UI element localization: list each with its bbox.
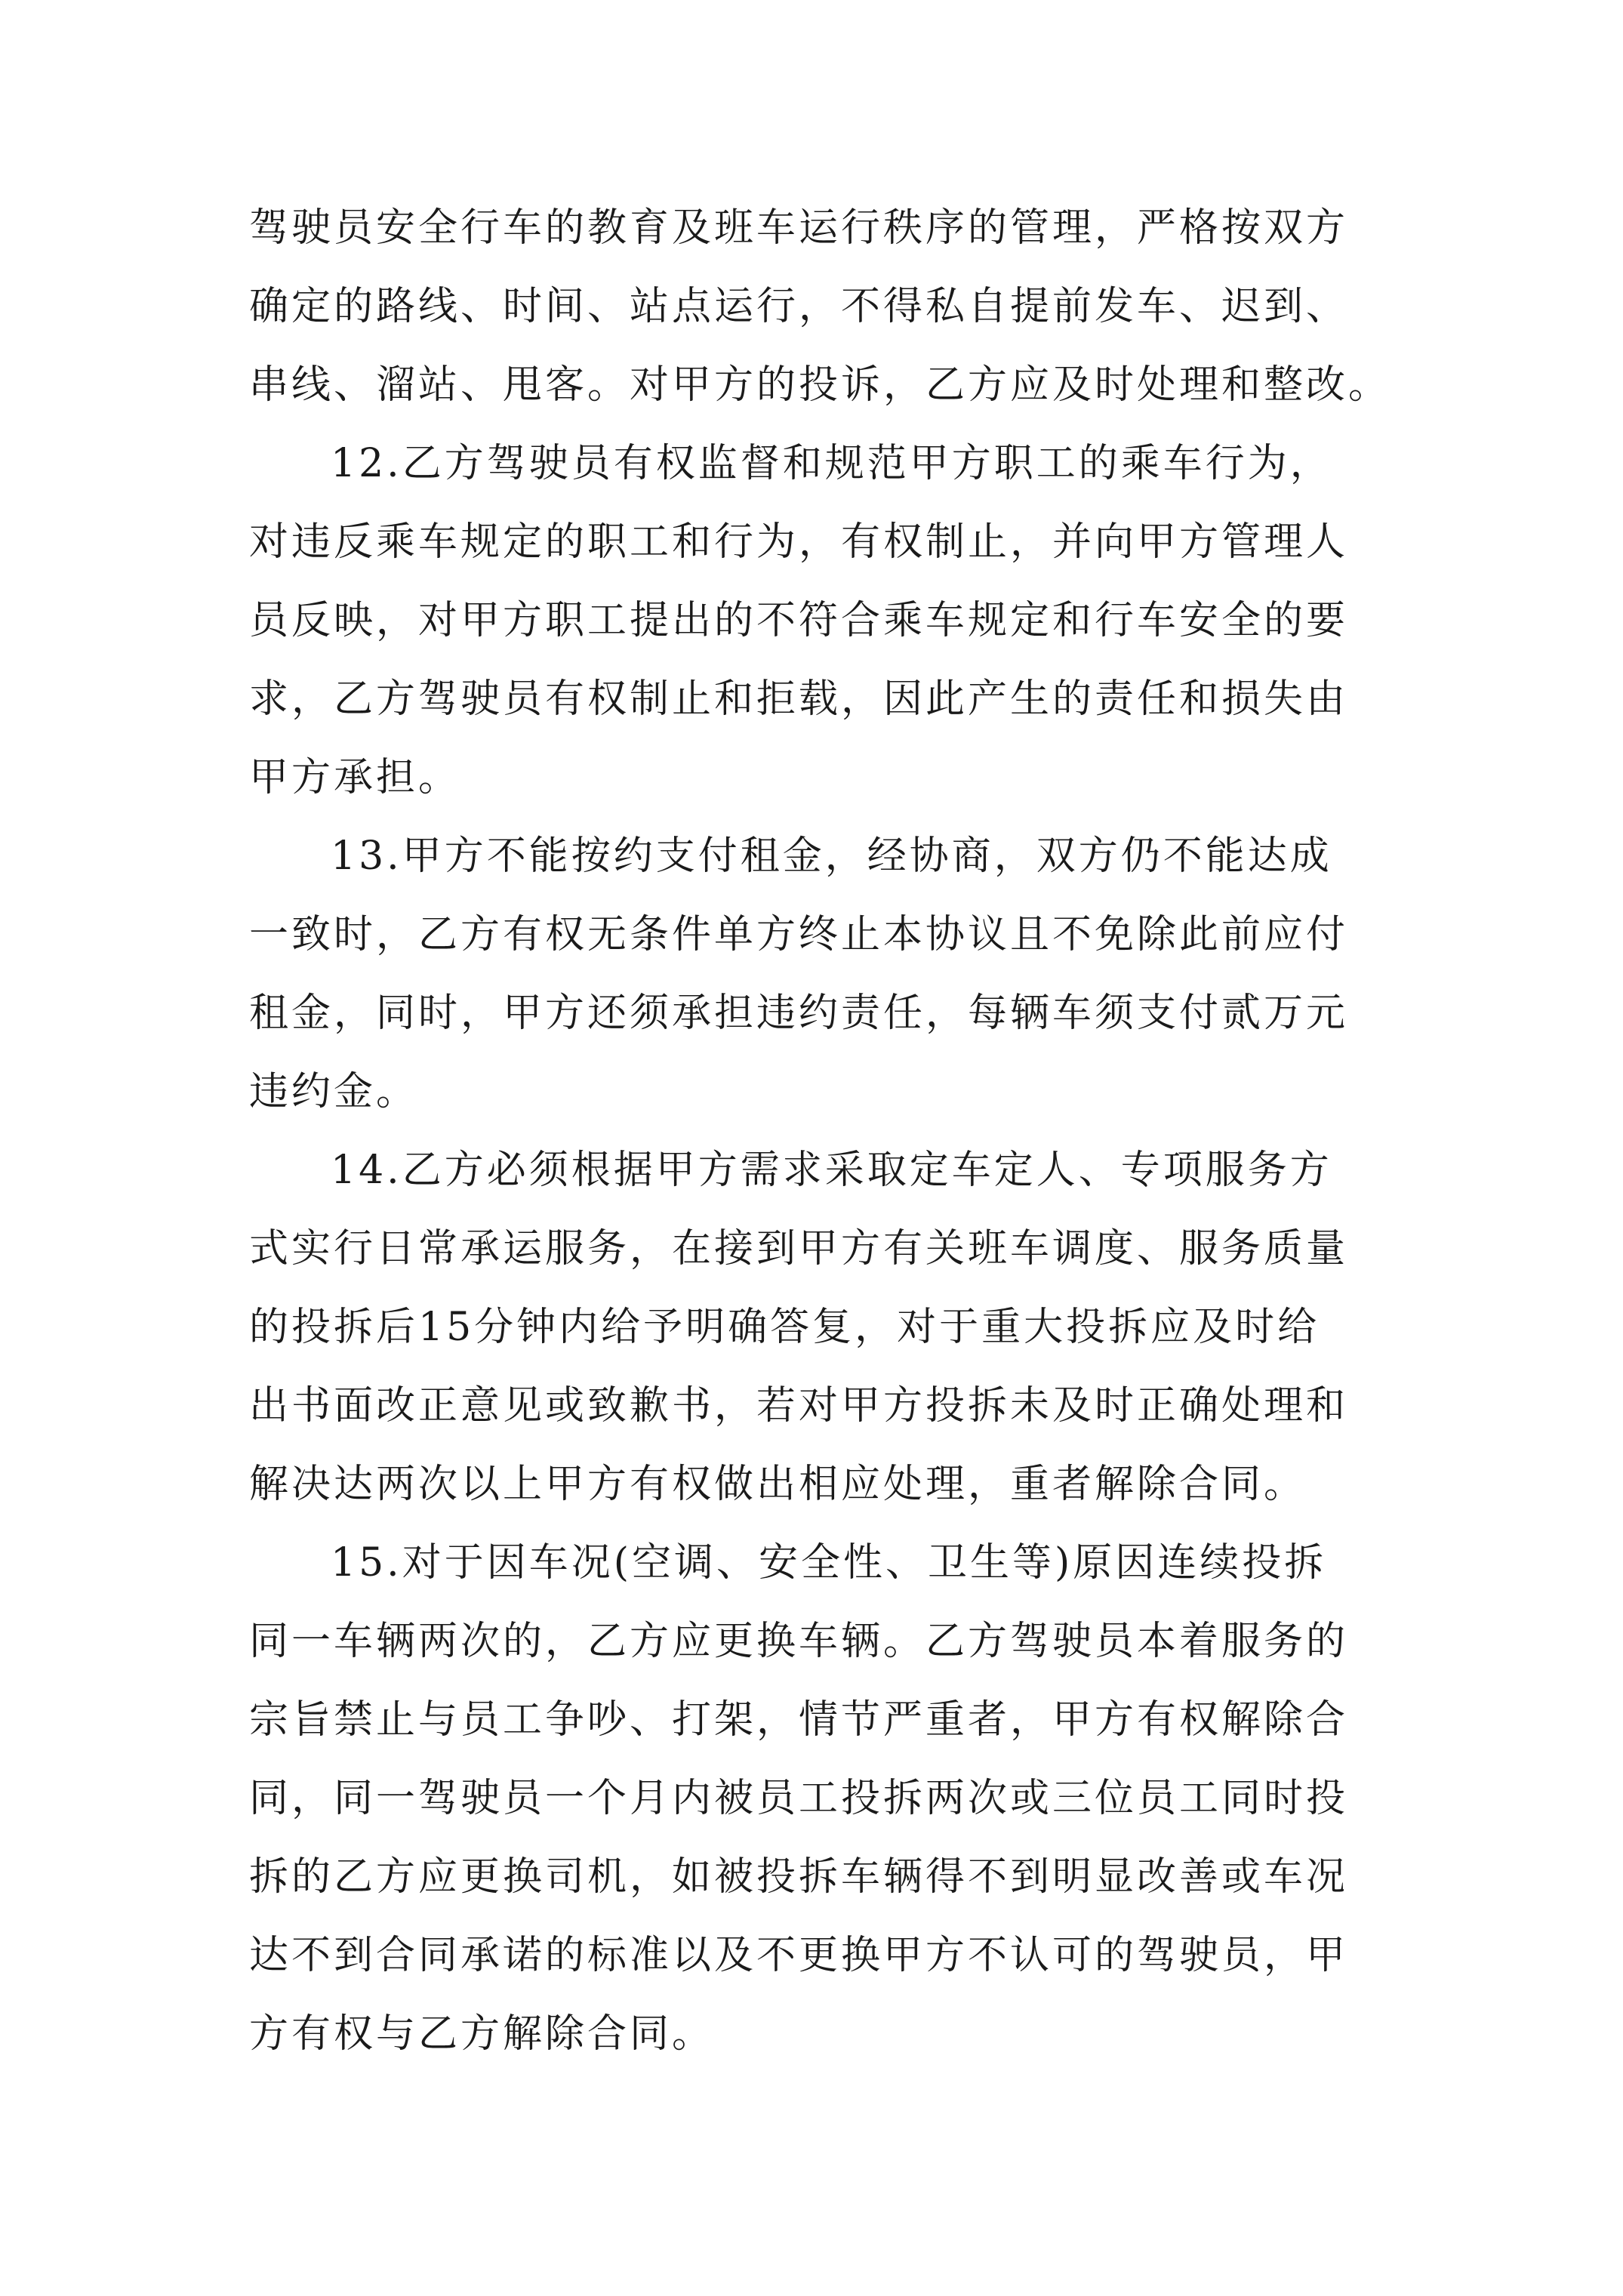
text-line: 求，乙方驾驶员有权制止和拒载，因此产生的责任和损失由: [249, 676, 1349, 722]
text-line: 12.乙方驾驶员有权监督和规范甲方职工的乘车行为，: [331, 441, 1332, 486]
text-line: 拆的乙方应更换司机，如被投拆车辆得不到明显改善或车况: [249, 1854, 1349, 1900]
paragraph-13: [249, 817, 1404, 1131]
text-line: 违约金。: [249, 1069, 419, 1114]
text-line: 对违反乘车规定的职工和行为，有权制止，并向甲方管理人: [249, 519, 1349, 565]
text-line: 14.乙方必须根据甲方需求采取定车定人、专项服务方: [331, 1148, 1332, 1193]
document-body: [249, 189, 1404, 2073]
text-line: 一致时，乙方有权无条件单方终止本协议且不免除此前应付: [249, 912, 1349, 957]
paragraph-14: [249, 1131, 1404, 1524]
text-line: 解决达两次以上甲方有权做出相应处理，重者解除合同。: [249, 1462, 1307, 1507]
text-line: 13.甲方不能按约支付租金，经协商，双方仍不能达成: [331, 834, 1332, 879]
paragraph-12: [249, 424, 1404, 817]
text-line: 驾驶员安全行车的教育及班车运行秩序的管理，严格按双方: [249, 205, 1349, 251]
text-line: 员反映，对甲方职工提出的不符合乘车规定和行车安全的要: [249, 598, 1349, 643]
text-line: 宗旨禁止与员工争吵、打架，情节严重者，甲方有权解除合: [249, 1697, 1349, 1743]
text-line: 同，同一驾驶员一个月内被员工投拆两次或三位员工同时投: [249, 1776, 1349, 1821]
text-line: 租金，同时，甲方还须承担违约责任，每辆车须支付贰万元: [249, 991, 1349, 1036]
text-line: 式实行日常承运服务，在接到甲方有关班车调度、服务质量: [249, 1226, 1349, 1271]
text-line: 出书面改正意见或致歉书，若对甲方投拆未及时正确处理和: [249, 1383, 1349, 1428]
text-line: 甲方承担。: [249, 755, 461, 800]
text-line: 串线、溜站、甩客。对甲方的投诉，乙方应及时处理和整改。: [249, 362, 1391, 408]
text-line: 确定的路线、时间、站点运行，不得私自提前发车、迟到、: [249, 284, 1349, 329]
text-line: 的投拆后15分钟内给予明确答复，对于重大投拆应及时给: [249, 1305, 1320, 1350]
paragraph-15: [249, 1524, 1404, 2073]
text-line: 达不到合同承诺的标准以及不更换甲方不认可的驾驶员，甲: [249, 1933, 1349, 1978]
text-line: 同一车辆两次的，乙方应更换车辆。乙方驾驶员本着服务的: [249, 1619, 1349, 1664]
text-line: 15.对于因车况(空调、安全性、卫生等)原因连续投拆: [331, 1540, 1327, 1586]
paragraph-11-continuation: [249, 189, 1404, 424]
text-line: 方有权与乙方解除合同。: [249, 2011, 715, 2057]
